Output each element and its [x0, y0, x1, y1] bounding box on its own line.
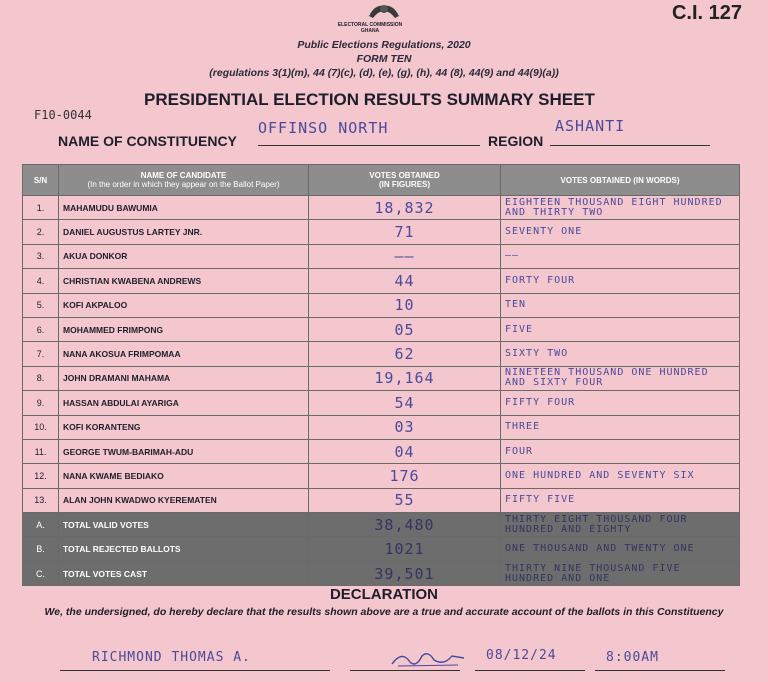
declaration-time: 8:00AM	[606, 650, 659, 665]
candidate-name: DANIEL AUGUSTUS LARTEY JNR.	[59, 220, 309, 244]
signatory-name: RICHMOND THOMAS A.	[92, 650, 251, 665]
row-sn: 13.	[23, 488, 59, 512]
total-figures: 38,480	[309, 513, 501, 537]
total-words: ONE THOUSAND AND TWENTY ONE	[501, 537, 740, 561]
header-candidate	[59, 165, 309, 196]
form-code: F10-0044	[34, 108, 92, 122]
total-sn: A.	[23, 513, 59, 537]
table-row	[23, 317, 740, 341]
table-row	[23, 415, 740, 439]
signature-line	[350, 670, 460, 671]
row-sn: 5.	[23, 293, 59, 317]
votes-figures: 54	[309, 391, 501, 415]
candidate-name: CHRISTIAN KWABENA ANDREWS	[59, 269, 309, 293]
candidate-name: NANA KWAME BEDIAKO	[59, 464, 309, 488]
constituency-line	[258, 145, 480, 146]
declaration-text: We, the undersigned, do hereby declare that the results shown above are a true and accurate account of the ballots in this Constituency	[44, 606, 724, 618]
declaration-title: DECLARATION	[329, 586, 439, 603]
commission-name	[300, 22, 440, 34]
table-row	[23, 269, 740, 293]
declaration-date: 08/12/24	[486, 648, 557, 663]
votes-words: THREE	[501, 415, 740, 439]
constituency-label: NAME OF CONSTITUENCY	[58, 133, 237, 149]
votes-figures: 44	[309, 269, 501, 293]
votes-figures: 03	[309, 415, 501, 439]
regulations-ref: (regulations 3(1)(m), 44 (7)(c), (d), (e), (g), (h), 44 (8), 44(9) and 44(9)(a))	[209, 67, 559, 79]
row-sn: 2.	[23, 220, 59, 244]
form-number: C.I. 127	[671, 2, 742, 24]
header-figures-note: (IN FIGURES)	[378, 180, 431, 189]
total-label: TOTAL VOTES CAST	[59, 561, 309, 585]
candidate-name: GEORGE TWUM-BARIMAH-ADU	[59, 439, 309, 463]
table-row	[23, 439, 740, 463]
votes-figures: 55	[309, 488, 501, 512]
regulations-block	[0, 38, 768, 80]
total-words: THIRTY NINE THOUSAND FIVE HUNDRED AND ONE	[501, 561, 740, 585]
table-row	[23, 464, 740, 488]
commission-label: ELECTORAL COMMISSION	[337, 22, 403, 28]
votes-words: EIGHTEEN THOUSAND EIGHT HUNDRED AND THIRTY TWO	[501, 196, 740, 220]
header-sn: S/N	[23, 165, 59, 196]
votes-words: FOUR	[501, 439, 740, 463]
header-candidate-note: (In the order in which they appear on the Ballot Paper)	[87, 180, 280, 189]
page-title: PRESIDENTIAL ELECTION RESULTS SUMMARY SHEET	[144, 90, 595, 109]
total-sn: C.	[23, 561, 59, 585]
votes-figures: 10	[309, 293, 501, 317]
row-sn: 6.	[23, 317, 59, 341]
table-row	[23, 488, 740, 512]
results-table	[22, 164, 740, 586]
date-line	[475, 670, 585, 671]
row-sn: 4.	[23, 269, 59, 293]
votes-figures: 04	[309, 439, 501, 463]
name-line	[60, 670, 330, 671]
votes-figures: 19,164	[309, 366, 501, 390]
candidate-name: ALAN JOHN KWADWO KYEREMATEN	[59, 488, 309, 512]
row-sn: 9.	[23, 391, 59, 415]
votes-figures: ——	[309, 244, 501, 268]
total-figures: 1021	[309, 537, 501, 561]
votes-words: FIFTY FIVE	[501, 488, 740, 512]
regulations-title: Public Elections Regulations, 2020	[297, 39, 471, 51]
candidate-name: MAHAMUDU BAWUMIA	[59, 196, 309, 220]
table-row	[23, 366, 740, 390]
votes-figures: 176	[309, 464, 501, 488]
votes-words: NINETEEN THOUSAND ONE HUNDRED AND SIXTY FOUR	[501, 366, 740, 390]
total-row	[23, 537, 740, 561]
candidate-name: NANA AKOSUA FRIMPOMAA	[59, 342, 309, 366]
table-row	[23, 244, 740, 268]
commission-country: GHANA	[360, 28, 380, 34]
header-candidate-label: NAME OF CANDIDATE	[140, 171, 227, 180]
form-name: FORM TEN	[356, 53, 412, 65]
time-line	[595, 670, 725, 671]
header-figures-label: VOTES OBTAINED	[369, 171, 440, 180]
candidate-name: JOHN DRAMANI MAHAMA	[59, 366, 309, 390]
results-body	[23, 196, 740, 586]
row-sn: 11.	[23, 439, 59, 463]
votes-words: SIXTY TWO	[501, 342, 740, 366]
candidate-name: KOFI AKPALOO	[59, 293, 309, 317]
table-row	[23, 342, 740, 366]
total-sn: B.	[23, 537, 59, 561]
region-label: REGION	[488, 133, 544, 149]
header-figures	[309, 165, 501, 196]
votes-words: FORTY FOUR	[501, 269, 740, 293]
row-sn: 1.	[23, 196, 59, 220]
total-label: TOTAL REJECTED BALLOTS	[59, 537, 309, 561]
total-row	[23, 561, 740, 585]
votes-words: ONE HUNDRED AND SEVENTY SIX	[501, 464, 740, 488]
row-sn: 8.	[23, 366, 59, 390]
row-sn: 12.	[23, 464, 59, 488]
table-row	[23, 391, 740, 415]
votes-words: SEVENTY ONE	[501, 220, 740, 244]
candidate-name: AKUA DONKOR	[59, 244, 309, 268]
votes-words: FIFTY FOUR	[501, 391, 740, 415]
total-words: THIRTY EIGHT THOUSAND FOUR HUNDRED AND EIGHTY	[501, 513, 740, 537]
row-sn: 7.	[23, 342, 59, 366]
votes-figures: 18,832	[309, 196, 501, 220]
table-row	[23, 196, 740, 220]
candidate-name: MOHAMMED FRIMPONG	[59, 317, 309, 341]
candidate-name: KOFI KORANTENG	[59, 415, 309, 439]
votes-words: ——	[501, 244, 740, 268]
region-value: ASHANTI	[555, 117, 626, 135]
row-sn: 3.	[23, 244, 59, 268]
row-sn: 10.	[23, 415, 59, 439]
table-header-row	[23, 165, 740, 196]
candidate-name: HASSAN ABDULAI AYARIGA	[59, 391, 309, 415]
votes-words: TEN	[501, 293, 740, 317]
constituency-value: OFFINSO NORTH	[258, 119, 389, 137]
region-line	[550, 145, 710, 146]
header-words: VOTES OBTAINED (IN WORDS)	[501, 165, 740, 196]
votes-words: FIVE	[501, 317, 740, 341]
table-row	[23, 293, 740, 317]
votes-figures: 71	[309, 220, 501, 244]
total-label: TOTAL VALID VOTES	[59, 513, 309, 537]
votes-figures: 05	[309, 317, 501, 341]
table-row	[23, 220, 740, 244]
votes-figures: 62	[309, 342, 501, 366]
total-figures: 39,501	[309, 561, 501, 585]
total-row	[23, 513, 740, 537]
